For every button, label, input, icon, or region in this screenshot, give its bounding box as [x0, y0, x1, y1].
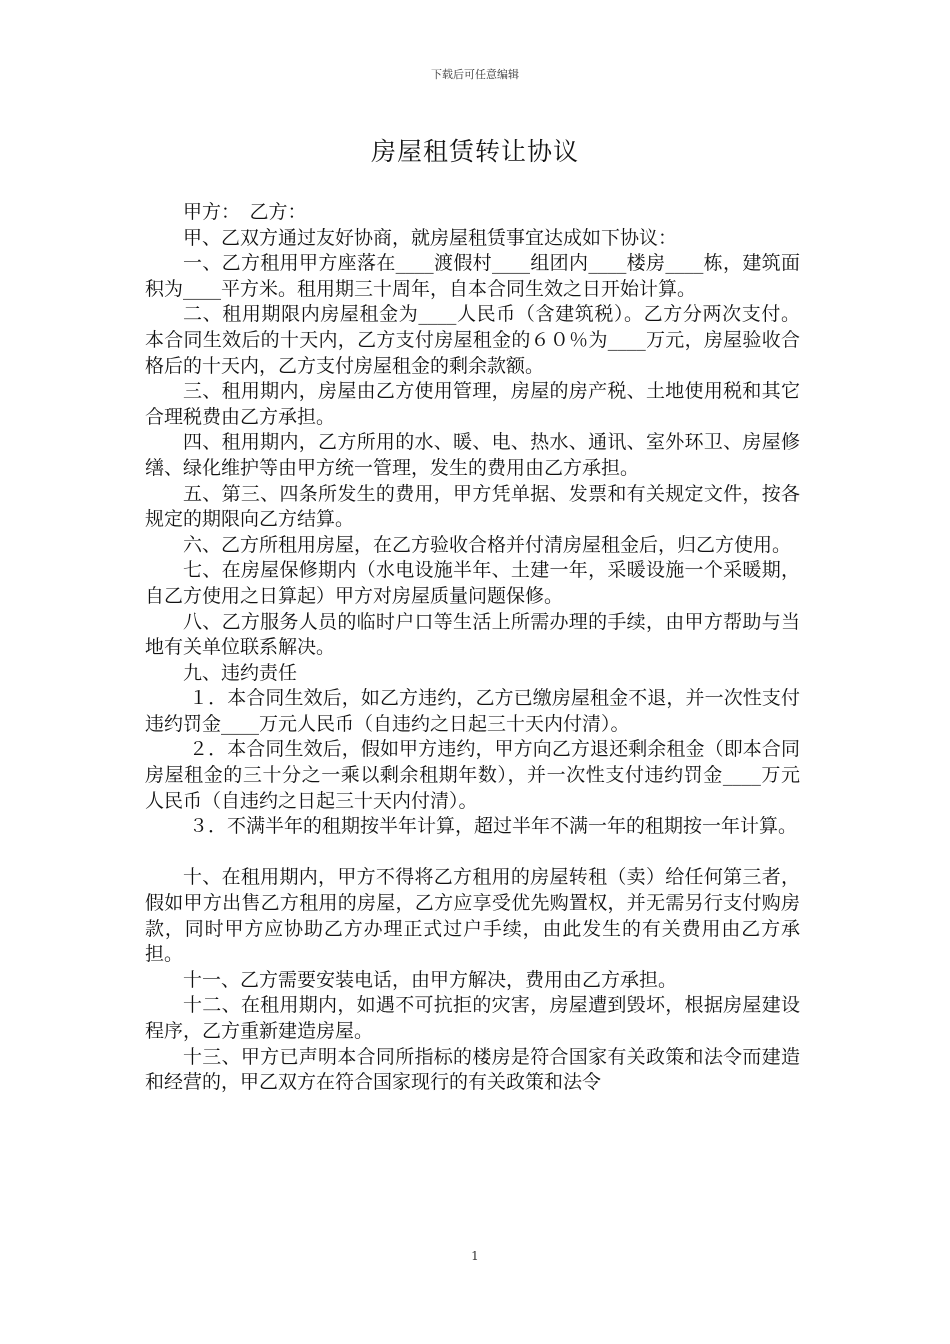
clause-9-item-1: １．本合同生效后，如乙方违约，乙方已缴房屋租金不退，并一次性支付违约罚金____万元人民币（自违约之日起三十天内付清）。 [145, 687, 800, 735]
document-title: 房屋租赁转让协议 [370, 137, 579, 166]
clause-12: 十二、在租用期内，如遇不可抗拒的灾害，房屋遭到毁坏，根据房屋建设程序，乙方重新建造房屋。 [145, 994, 800, 1042]
blank-line [145, 840, 800, 866]
clause-13: 十三、甲方已声明本合同所指标的楼房是符合国家有关政策和法令而建造和经营的，甲乙双方在符合国家现行的有关政策和法令 [145, 1045, 800, 1094]
page-number: 1 [471, 1249, 479, 1263]
clause-9-item-2: ２．本合同生效后，假如甲方违约，甲方向乙方退还剩余租金（即本合同房屋租金的三十分之一乘以剩余租期年数），并一次性支付违约罚金____万元人民币（自违约之日起三十天内付清）。 [145, 738, 800, 812]
clause-4: 四、租用期内，乙方所用的水、暖、电、热水、通讯、室外环卫、房屋修缮、绿化维护等由甲方统一管理，发生的费用由乙方承担。 [145, 431, 800, 479]
clause-9-heading: 九、违约责任 [183, 661, 298, 684]
document-body [145, 200, 800, 1096]
parties-line: 甲方： 乙方： [183, 201, 307, 223]
clause-2: 二、租用期限内房屋租金为____人民币（含建筑税）。乙方分两次支付。本合同生效后的十天内，乙方支付房屋租金的６０％为____万元，房屋验收合格后的十天内，乙方支付房屋租金的剩余款额。 [145, 303, 800, 377]
clause-8: 八、乙方服务人员的临时户口等生活上所需办理的手续，由甲方帮助与当地有关单位联系解决。 [145, 610, 800, 659]
clause-5: 五、第三、四条所发生的费用，甲方凭单据、发票和有关规定文件，按各规定的期限向乙方结算。 [145, 482, 800, 531]
clause-1: 一、乙方租用甲方座落在____渡假村____组团内____楼房____栋，建筑面积为____平方米。租用期三十周年，自本合同生效之日开始计算。 [145, 252, 800, 300]
clause-6: 六、乙方所租用房屋，在乙方验收合格并付清房屋租金后，归乙方使用。 [183, 533, 792, 556]
clause-11: 十一、乙方需要安装电话，由甲方解决，费用由乙方承担。 [183, 968, 678, 991]
clause-3: 三、租用期内，房屋由乙方使用管理，房屋的房产税、土地使用税和其它合理税费由乙方承担。 [145, 380, 800, 428]
clause-7: 七、在房屋保修期内（水电设施半年、土建一年，采暖设施一个采暖期，自乙方使用之日算起）甲方对房屋质量问题保修。 [145, 559, 800, 607]
clause-9-item-3: ３．不满半年的租期按半年计算，超过半年不满一年的租期按一年计算。 [189, 815, 798, 838]
page-header-note: 下载后可任意编辑 [431, 68, 519, 81]
clause-10: 十、在租用期内，甲方不得将乙方租用的房屋转租（卖）给任何第三者，假如甲方出售乙方租用的房屋，乙方应享受优先购置权，并无需另行支付购房款，同时甲方应协助乙方办理正式过户手续，由此发生的有关费用由乙方承担。 [145, 866, 800, 966]
preamble-paragraph: 甲、乙双方通过友好协商，就房屋租赁事宜达成如下协议： [183, 226, 678, 249]
